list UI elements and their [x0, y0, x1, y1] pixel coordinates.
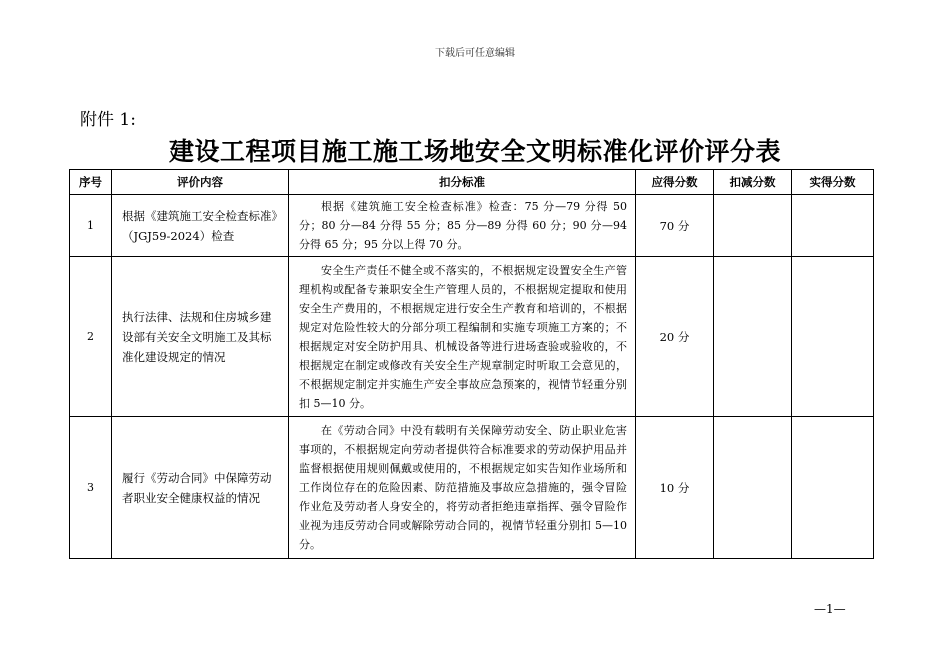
score-table [69, 169, 874, 559]
table-row [70, 257, 874, 417]
header-content: 评价内容 [112, 170, 289, 195]
table-row [70, 417, 874, 559]
header-note: 下载后可任意编辑 [435, 48, 515, 59]
page-number: —1— [814, 602, 846, 616]
header-standard: 扣分标准 [289, 170, 636, 195]
row-seq: 3 [70, 417, 112, 559]
header-actual: 实得分数 [792, 170, 874, 195]
row-standard: 安全生产责任不健全或不落实的，不根据规定设置安全生产管理机构或配备专兼职安全生产管理人员的，不根据规定提取和使用安全生产费用的，不根据规定进行安全生产教育和培训的，不根据规定对危险性较大的分部分项工程编制和实施专项施工方案的；不根据规定对安全防护用具、机械设备等进行进场查验或验收的，不根据规定在制定或修改有关安全生产规章制定时听取工会意见的，不根据规定制定并实施生产安全事故应急预案的，视情节轻重分别扣 5—10 分。 [289, 257, 636, 417]
row-actual-cell[interactable] [792, 195, 874, 257]
table-row [70, 195, 874, 257]
table-header-row [70, 170, 874, 195]
row-content: 根据《建筑施工安全检查标准》（JGJ59-2024）检查 [112, 195, 289, 257]
row-deducted-cell[interactable] [714, 195, 792, 257]
row-content: 执行法律、法规和住房城乡建设部有关安全文明施工及其标准化建设规定的情况 [112, 257, 289, 417]
row-content: 履行《劳动合同》中保障劳动者职业安全健康权益的情况 [112, 417, 289, 559]
row-seq: 2 [70, 257, 112, 417]
row-points: 10 分 [636, 417, 714, 559]
row-points: 20 分 [636, 257, 714, 417]
row-seq: 1 [70, 195, 112, 257]
document-title: 建设工程项目施工施工场地安全文明标准化评价评分表 [168, 137, 781, 166]
row-actual-cell[interactable] [792, 417, 874, 559]
row-deducted-cell[interactable] [714, 417, 792, 559]
row-standard: 根据《建筑施工安全检查标准》检查：75 分—79 分得 50 分；80 分—84 分得 55 分；85 分—89 分得 60 分；90 分—94 分得 65 分；95 分以上得 70 分。 [289, 195, 636, 257]
header-seq: 序号 [70, 170, 112, 195]
attachment-label: 附件 1: [80, 110, 136, 130]
row-standard: 在《劳动合同》中没有载明有关保障劳动安全、防止职业危害事项的，不根据规定向劳动者提供符合标准要求的劳动保护用品并监督根据使用规则佩戴或使用的，不根据规定如实告知作业场所和工作岗位存在的危险因素、防范措施及事故应急措施的，强令冒险作业危及劳动者人身安全的，将劳动者拒绝违章指挥、强令冒险作业视为违反劳动合同或解除劳动合同的，视情节轻重分别扣 5—10 分。 [289, 417, 636, 559]
row-deducted-cell[interactable] [714, 257, 792, 417]
header-deducted: 扣减分数 [714, 170, 792, 195]
row-actual-cell[interactable] [792, 257, 874, 417]
header-points: 应得分数 [636, 170, 714, 195]
row-points: 70 分 [636, 195, 714, 257]
